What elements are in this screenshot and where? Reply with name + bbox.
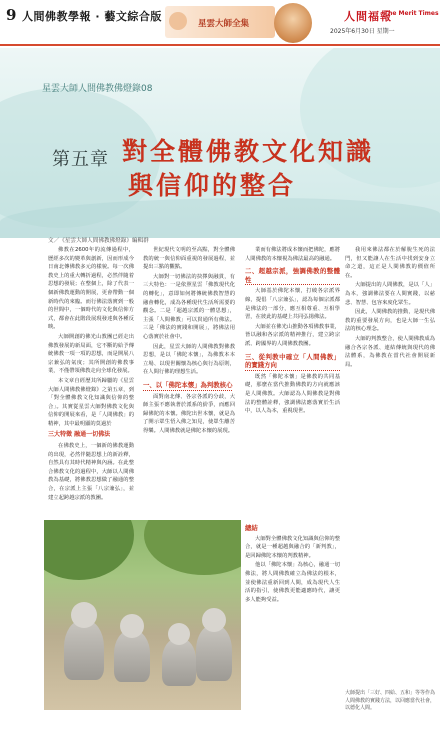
statue-head bbox=[168, 623, 190, 645]
tree-foliage bbox=[44, 520, 134, 580]
master-portrait-image bbox=[274, 3, 312, 43]
photo-caption: 大師提出「三好、四給、五和」等等作為人間佛教的實踐方法，以回應當代社會，以德化人間。 bbox=[345, 690, 436, 711]
child-monk-statue bbox=[64, 620, 104, 680]
subheading-text: 二、超越宗派，強調佛教的整體性 bbox=[245, 267, 340, 284]
series-label: 星雲大師全集 bbox=[198, 19, 250, 29]
article-column-1 bbox=[48, 246, 134, 503]
paragraph: 大師提出的人間佛教，是以「人」為本，強調佛法要在人間實踐，以慈悲、智慧、包容來度化眾生。 bbox=[345, 282, 435, 306]
paragraph: 世紀現代文明的至高點，對全體佛教的統一與信仰面重視的發展過程，並提出三點的觀點。 bbox=[143, 247, 235, 271]
column-title: 星雲大師人間佛教佛燈錄08 bbox=[42, 84, 153, 94]
paragraph: 既然「佛陀本懷」是佛教的共同基礎，那麼在當代推動佛教的方向就應該是人間佛教。大師認為人間佛教是對佛法的整體詮釋，強調佛法應落實於生活中，以人為本，重視現世。 bbox=[245, 373, 340, 415]
subheading-text: 三、從判教中確立「人間佛教」的實踐方向 bbox=[245, 352, 340, 370]
paragraph: 我用來佛法都在於解脫生死的法門，但又能讓人在生活中找到安身立命之道，這正是人間佛教的價值所在。 bbox=[345, 247, 435, 279]
paragraph: 佛教在2600年的流傳過程中，歷經多次的變革與創新，因而形成今日南北傳佛教多元的樣貌。每一次佛教史上的重大轉折過程，必然伴隨着思想的發展；在整個上，除了代表一個新佛教運動的開展，更會帶動一個新時代的來臨。而行佛法落實到一般的世間中，一個時代的文化與信仰方式，都會在此階段展現發達與各種反映。 bbox=[48, 247, 134, 331]
masthead bbox=[0, 0, 440, 46]
paragraph: 業而有佛法將成本懷而把佛陀，應將人間佛教的本懷視為佛法最高的融通。 bbox=[245, 247, 340, 262]
issue-date: 2025年6月30日 星期一 bbox=[330, 28, 395, 35]
subheading-text: 一、以「佛陀本懷」為判教核心 bbox=[143, 380, 233, 389]
chapter-label: 第五章 bbox=[52, 149, 109, 170]
child-monk-statue bbox=[162, 638, 196, 686]
paragraph: 大師對一切佛法的抉擇與融貫，有三大特色：一是依照星雲「佛教現代化的轉化」，意即如何將傳統佛教智慧的融會轉化，成為各種現代生活所需要的觀念。二是「超越宗派的一體思想」，主張「人間佛教」可以貫通所有佛法。三是「佛法的實踐和開展」，將佛法用心落實於社會中。 bbox=[143, 273, 235, 340]
lotus-icon bbox=[169, 12, 187, 30]
headline-line-2: 與信仰的整合 bbox=[128, 171, 297, 200]
subheading bbox=[245, 267, 340, 285]
paragraph: 大師的判教整合，使人間佛教成為融合各宗各派、連結傳統與現代的佛法體系，為佛教在當代社會開展新局。 bbox=[345, 335, 435, 368]
tree-foliage bbox=[144, 520, 241, 575]
statue-head bbox=[71, 602, 97, 628]
page-number: 9 bbox=[6, 6, 17, 24]
conclusion-heading: 總結 bbox=[245, 524, 258, 532]
paragraph: 大師基於佛陀本懷，打破各宗派界線，提倡「八宗兼弘」，認為每個宗派都是佛法的一部分，應互相尊重、互相學習，在彼此的基礎上共同弘揚佛法。 bbox=[245, 288, 340, 321]
paragraph: 在佛教史上，一個新的佛教運動的出現，必然伴隨思想上的新詮釋，自然具有其時代精神與內涵。在此整合佛教文化的過程中，大師以人間佛教為基礎，將佛教思想做了融通的整合，在宗派上主張「八宗兼弘」，並建立起跨越宗派的教團。 bbox=[48, 443, 134, 501]
newspaper-logo[interactable]: 人間福報 bbox=[344, 10, 392, 23]
hero-banner bbox=[0, 48, 440, 238]
child-monk-statue bbox=[196, 625, 232, 681]
conclusion-section bbox=[245, 520, 340, 605]
article-column-2 bbox=[143, 246, 235, 436]
paragraph: 大師開創的佛光山教團已經走出佛教發展的新局面，它不斷的給予傳統佛教一項一項的思想，而是開展八宗兼弘的氣度；其所開創的佛教事業，不僅帶領佛教走向全球化發展。 bbox=[48, 333, 134, 375]
statue-head bbox=[120, 614, 144, 638]
masthead-divider bbox=[0, 44, 440, 46]
article-column-4 bbox=[345, 246, 435, 370]
article-photo bbox=[44, 520, 241, 710]
paragraph: 大師對全體佛教文化知識與信仰的整合，就是一種超越與融合的「新判教」，是回歸佛陀本懷的判教精神。 bbox=[245, 535, 340, 559]
paragraph: 面對南北傳、各宗各派的分歧，大師主張不應執著於派系的紛爭，而應回歸佛陀的本懷。佛陀出世本懷，就是為了開示眾生悟入佛之知見，使眾生離苦得樂。人間佛教就是佛陀本懷的展現。 bbox=[143, 393, 235, 434]
paragraph: 大師並在佛光山推動各項佛教事業，皆以融和各宗派的精神推行，建立跨宗派、跨國界的人間佛教教團。 bbox=[245, 323, 340, 347]
paragraph: 他以「佛陀本懷」為核心，融通一切佛法，將人間佛教確立為佛法的根本，並使佛法重新回到人間，成為現代人生活的指引，使佛教更能適應時代，讓更多人能夠受益。 bbox=[245, 562, 340, 603]
subheading bbox=[143, 381, 235, 391]
article-headline bbox=[122, 135, 374, 203]
subheading bbox=[245, 353, 340, 371]
newspaper-logo-english: The Merit Times bbox=[384, 10, 439, 17]
paragraph: 因此，人間佛教的推動，是現代佛教的重要發展方向，也是大師一生弘法的核心理念。 bbox=[345, 309, 435, 333]
headline-line-1: 對全體佛教文化知識 bbox=[122, 137, 375, 166]
paragraph: 因此，星雲大師的人間佛教對佛教思想，是以「佛陀本懷」，為佛教本本立場、以現世關懷為核心與行為原則，在人間行佛的理想生活。 bbox=[143, 343, 235, 376]
paper-section-title: 人間佛教學報 · 藝文綜合版 bbox=[22, 10, 162, 23]
article-column-3 bbox=[245, 246, 340, 417]
subheading: 三大特徵 融通一切佛法 bbox=[48, 431, 111, 439]
paragraph: 本文章自經歷其所歸屬的《星雲大師人間佛教佛燈錄》之第五章，到「對全體佛教文化知識與信仰的整合」。其實從星雲大師對佛教文化與信仰的開展來看，是「人間佛教」的精神，其中最明顯的莫過於 bbox=[48, 377, 134, 427]
byline: 文／《星雲大師人間佛教佛燈錄》編輯群 bbox=[48, 238, 149, 244]
statue-head bbox=[202, 608, 226, 632]
